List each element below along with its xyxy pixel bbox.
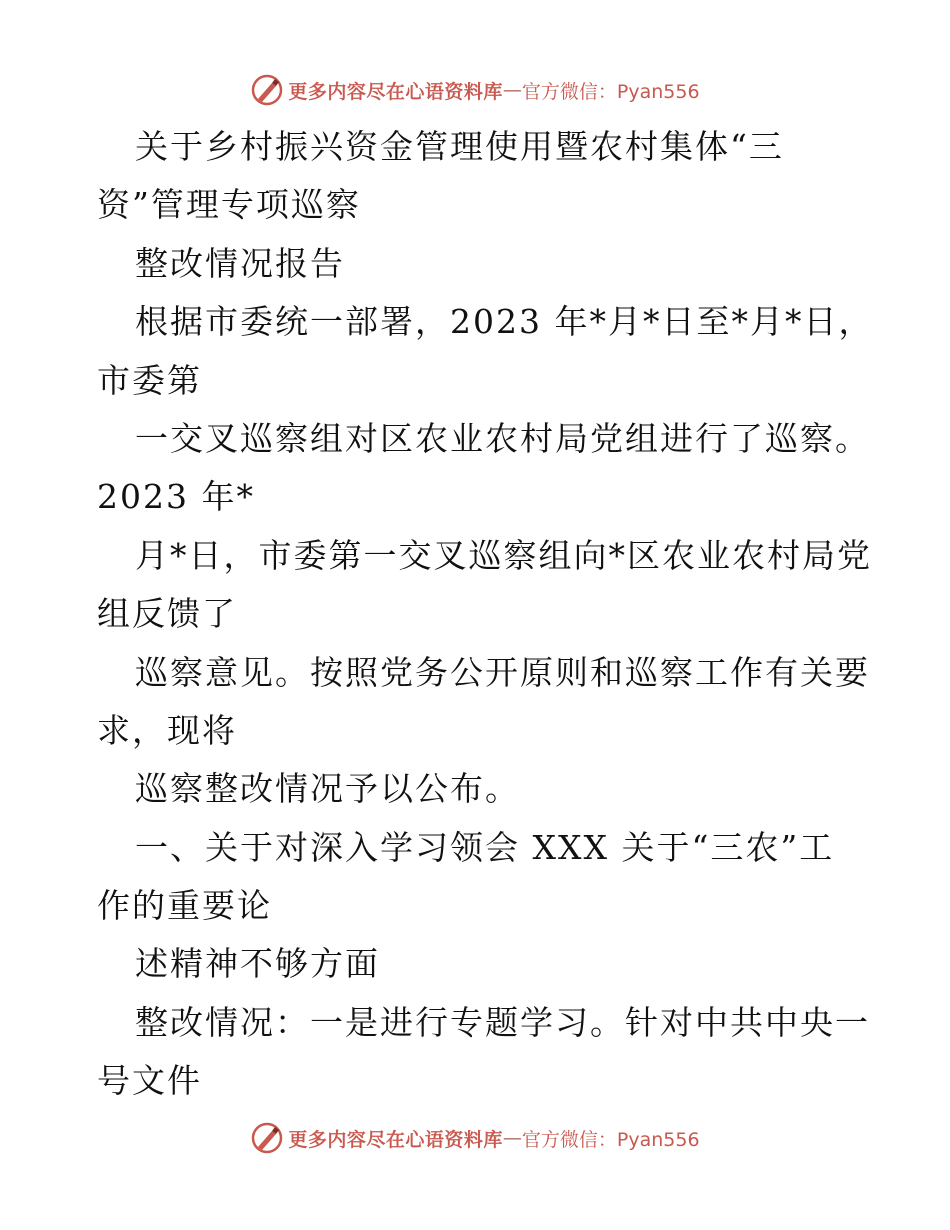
document-line: 巡察意见。按照党务公开原则和巡察工作有关要 xyxy=(135,652,870,692)
document-line: 号文件 xyxy=(97,1061,202,1101)
document-line: 巡察整改情况予以公布。 xyxy=(135,769,520,809)
document-line: 2023 年* xyxy=(97,477,255,517)
banner-contact: 官方微信：Pyan556 xyxy=(521,1128,700,1151)
banner-text: 更多内容尽在心语资料库 xyxy=(288,1128,503,1151)
document-line: 市委第 xyxy=(97,360,202,400)
banner-text: 更多内容尽在心语资料库 xyxy=(288,80,503,103)
document-line: 资”管理专项巡察 xyxy=(97,185,361,225)
document-body xyxy=(97,118,874,1111)
document-line: 求，现将 xyxy=(97,710,237,750)
banner-separator: — xyxy=(502,1127,522,1149)
footer-watermark-banner xyxy=(0,1118,950,1158)
pen-seal-icon xyxy=(250,1121,284,1155)
document-line: 组反馈了 xyxy=(97,594,237,634)
document-line: 述精神不够方面 xyxy=(135,944,380,984)
document-line: 一交叉巡察组对区农业农村局党组进行了巡察。 xyxy=(135,418,870,458)
document-line: 月*日，市委第一交叉巡察组向*区农业农村局党 xyxy=(135,535,872,575)
banner-separator: — xyxy=(502,79,522,101)
document-line: 整改情况报告 xyxy=(135,243,345,283)
document-line: 作的重要论 xyxy=(97,886,272,926)
document-line: 根据市委统一部署，2023 年*月*日至*月*日， xyxy=(135,302,874,342)
document-line: 关于乡村振兴资金管理使用暨农村集体“三 xyxy=(135,127,784,166)
document-line: 一、关于对深入学习领会 XXX 关于“三农”工 xyxy=(135,827,835,867)
pen-seal-icon xyxy=(250,73,284,107)
banner-contact: 官方微信：Pyan556 xyxy=(521,80,700,103)
header-watermark-banner xyxy=(0,70,950,110)
document-line: 整改情况：一是进行专题学习。针对中共中央一 xyxy=(135,1002,870,1042)
